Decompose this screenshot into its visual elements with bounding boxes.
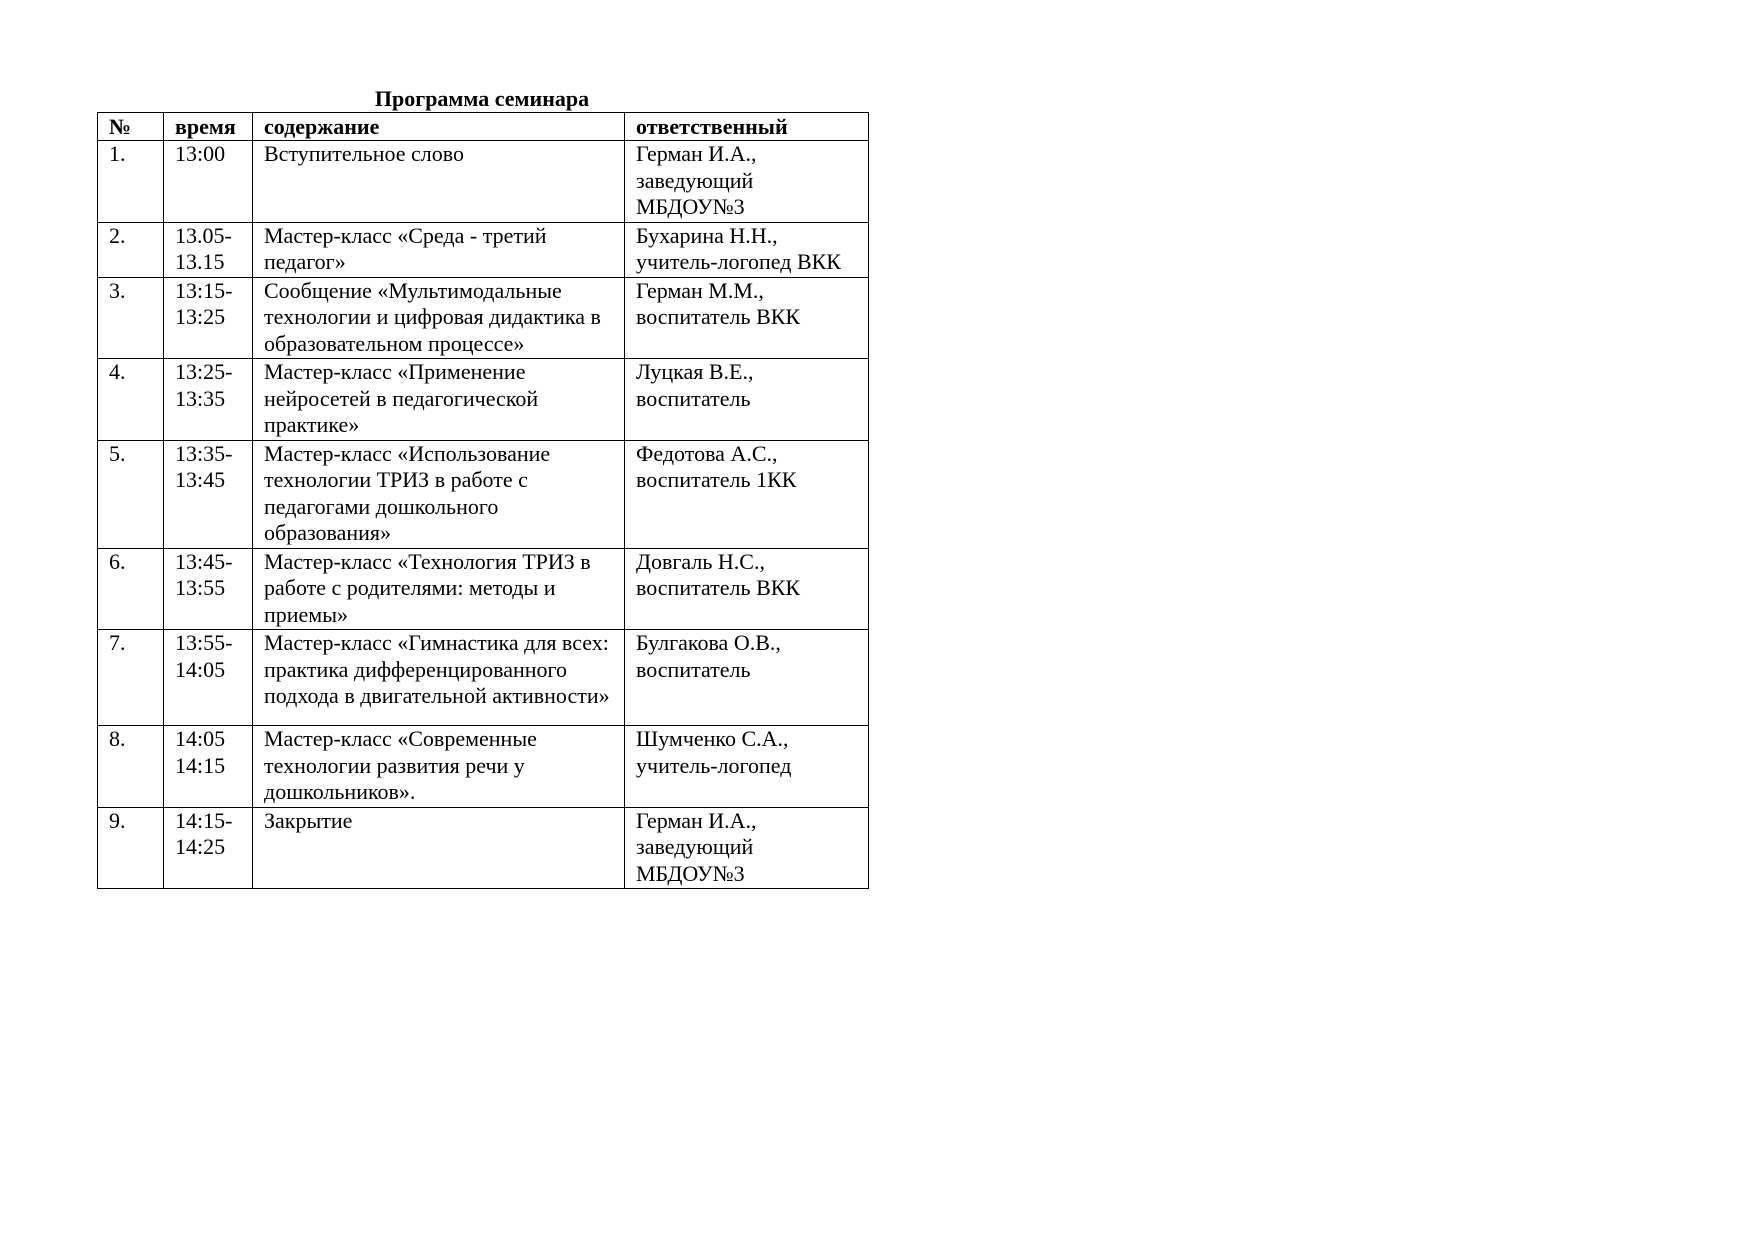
row-time: 14:15-14:25 <box>164 807 253 889</box>
row-content: Мастер-класс «Среда - третий педагог» <box>253 222 625 277</box>
row-time: 13:00 <box>164 141 253 223</box>
table-body <box>98 141 869 889</box>
row-time: 13:25-13:35 <box>164 359 253 441</box>
table-row <box>98 630 869 726</box>
row-num: 4. <box>98 359 164 441</box>
row-responsible: Герман И.А., заведующий МБДОУ№3 <box>625 807 869 889</box>
table-row <box>98 440 869 548</box>
table-row <box>98 359 869 441</box>
row-time: 13:15-13:25 <box>164 277 253 359</box>
row-time: 13.05-13.15 <box>164 222 253 277</box>
table-row <box>98 222 869 277</box>
row-content: Мастер-класс «Использование технологии ТРИЗ в работе с педагогами дошкольного образования» <box>253 440 625 548</box>
row-num: 7. <box>98 630 164 726</box>
header-num: № <box>98 113 164 141</box>
table-row <box>98 726 869 808</box>
table-row <box>98 807 869 889</box>
row-num: 3. <box>98 277 164 359</box>
row-content: Мастер-класс «Технология ТРИЗ в работе с родителями: методы и приемы» <box>253 548 625 630</box>
row-responsible: Герман М.М., воспитатель ВКК <box>625 277 869 359</box>
header-time: время <box>164 113 253 141</box>
row-content: Закрытие <box>253 807 625 889</box>
row-responsible: Довгаль Н.С., воспитатель ВКК <box>625 548 869 630</box>
header-content: содержание <box>253 113 625 141</box>
row-num: 2. <box>98 222 164 277</box>
row-time: 13:55-14:05 <box>164 630 253 726</box>
table-row <box>98 141 869 223</box>
header-row <box>98 113 869 141</box>
row-num: 5. <box>98 440 164 548</box>
row-num: 1. <box>98 141 164 223</box>
table-row <box>98 277 869 359</box>
row-time: 13:35-13:45 <box>164 440 253 548</box>
row-responsible: Федотова А.С., воспитатель 1КК <box>625 440 869 548</box>
header-responsible: ответственный <box>625 113 869 141</box>
row-responsible: Бухарина Н.Н., учитель-логопед ВКК <box>625 222 869 277</box>
seminar-program-table <box>97 112 869 889</box>
row-content: Мастер-класс «Современные технологии развития речи у дошкольников». <box>253 726 625 808</box>
row-responsible: Булгакова О.В., воспитатель <box>625 630 869 726</box>
row-num: 8. <box>98 726 164 808</box>
row-num: 6. <box>98 548 164 630</box>
row-content: Мастер-класс «Гимнастика для всех: практика дифференцированного подхода в двигательной активности» <box>253 630 625 726</box>
row-time: 14:05 14:15 <box>164 726 253 808</box>
row-content: Вступительное слово <box>253 141 625 223</box>
row-content: Мастер-класс «Применение нейросетей в педагогической практике» <box>253 359 625 441</box>
table-header <box>98 113 869 141</box>
row-content: Сообщение «Мультимодальные технологии и цифровая дидактика в образовательном процессе» <box>253 277 625 359</box>
page-title: Программа семинара <box>374 86 590 111</box>
table-row <box>98 548 869 630</box>
row-num: 9. <box>98 807 164 889</box>
row-time: 13:45-13:55 <box>164 548 253 630</box>
row-responsible: Шумченко С.А., учитель-логопед <box>625 726 869 808</box>
row-responsible: Луцкая В.Е., воспитатель <box>625 359 869 441</box>
row-responsible: Герман И.А., заведующий МБДОУ№3 <box>625 141 869 223</box>
